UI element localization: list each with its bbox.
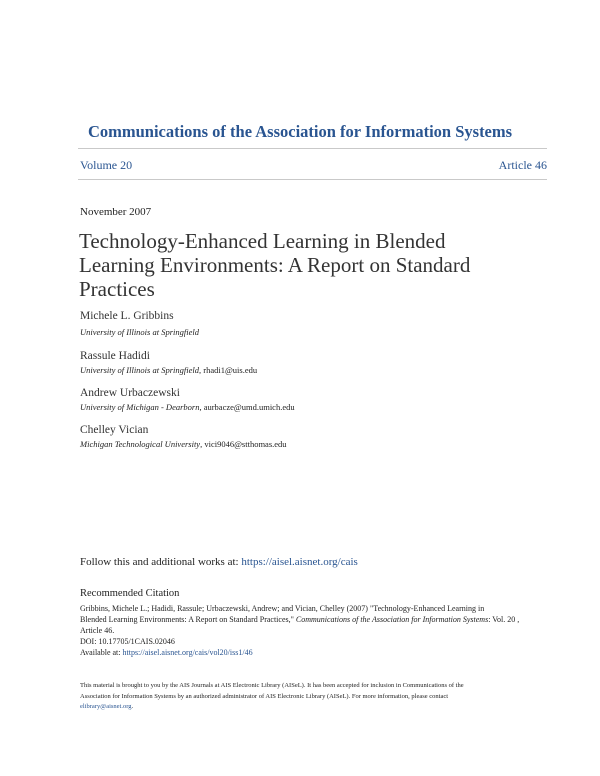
available-link[interactable]: https://aisel.aisnet.org/cais/vol20/iss1/46: [122, 648, 253, 657]
follow-line: [80, 556, 358, 568]
title-line: Learning Environments: A Report on Standard: [79, 253, 471, 277]
publication-date: November 2007: [80, 206, 152, 218]
author-affiliation: [80, 402, 295, 412]
citation-journal: Communications of the Association for Information Systems: [295, 615, 489, 624]
affiliation-name: University of Illinois at Springfield: [80, 327, 199, 337]
volume-link[interactable]: Volume 20: [80, 158, 133, 172]
header-divider-bottom: [78, 179, 547, 180]
author-name: Rassule Hadidi: [80, 350, 150, 362]
article-title: [79, 229, 509, 301]
author-email: , aurbacze@umd.umich.edu: [199, 402, 295, 412]
affiliation-name: Michigan Technological University: [80, 439, 201, 449]
author-email: , rhadi1@uis.edu: [199, 365, 258, 375]
journal-title[interactable]: Communications of the Association for Information Systems: [87, 122, 513, 141]
citation-volume: : Vol. 20 ,: [488, 615, 520, 624]
citation-line: Gribbins, Michele L.; Hadidi, Rassule; Urbaczewski, Andrew; and Vician, Chelley (2007) "Technology-Enhanced Learning in: [80, 604, 485, 613]
available-label: Available at:: [80, 648, 123, 657]
author-name: Michele L. Gribbins: [80, 310, 174, 322]
citation-available: [80, 647, 520, 658]
footer-period: .: [131, 703, 134, 710]
article-link[interactable]: Article 46: [498, 158, 547, 172]
author-email: , vici9046@stthomas.edu: [200, 439, 287, 449]
follow-link[interactable]: https://aisel.aisnet.org/cais: [241, 556, 358, 568]
author-affiliation: [80, 365, 257, 375]
citation-line: [80, 614, 520, 625]
affiliation-name: University of Illinois at Springfield: [80, 365, 199, 375]
contact-email-link[interactable]: elibrary@aisnet.org: [80, 703, 132, 710]
title-line: Technology-Enhanced Learning in Blended: [79, 229, 446, 253]
citation-block: [80, 603, 520, 658]
header-divider-top: [78, 148, 547, 149]
author-affiliation: [80, 439, 287, 449]
author-affiliation: [80, 327, 199, 337]
footer-line: Association for Information Systems by an authorized administrator of AIS Electronic Library (AISeL). For more information, please contact: [80, 692, 449, 700]
author-name: Andrew Urbaczewski: [80, 387, 180, 399]
citation-line: Article 46.: [80, 626, 115, 635]
citation-text: Blended Learning Environments: A Report on Standard Practices,": [80, 615, 296, 624]
affiliation-name: University of Michigan - Dearborn: [80, 402, 200, 412]
follow-text: Follow this and additional works at:: [80, 556, 242, 568]
footer-notice: [80, 681, 525, 713]
footer-line: [80, 702, 525, 713]
recommended-citation-heading: Recommended Citation: [80, 588, 180, 599]
title-line: Practices: [79, 277, 155, 301]
citation-doi: DOI: 10.17705/1CAIS.02046: [80, 637, 175, 646]
footer-line: This material is brought to you by the AIS Journals at AIS Electronic Library (AISeL). It has been accepted for inclusion in Communications of the: [80, 682, 464, 689]
author-name: Chelley Vician: [80, 424, 149, 436]
